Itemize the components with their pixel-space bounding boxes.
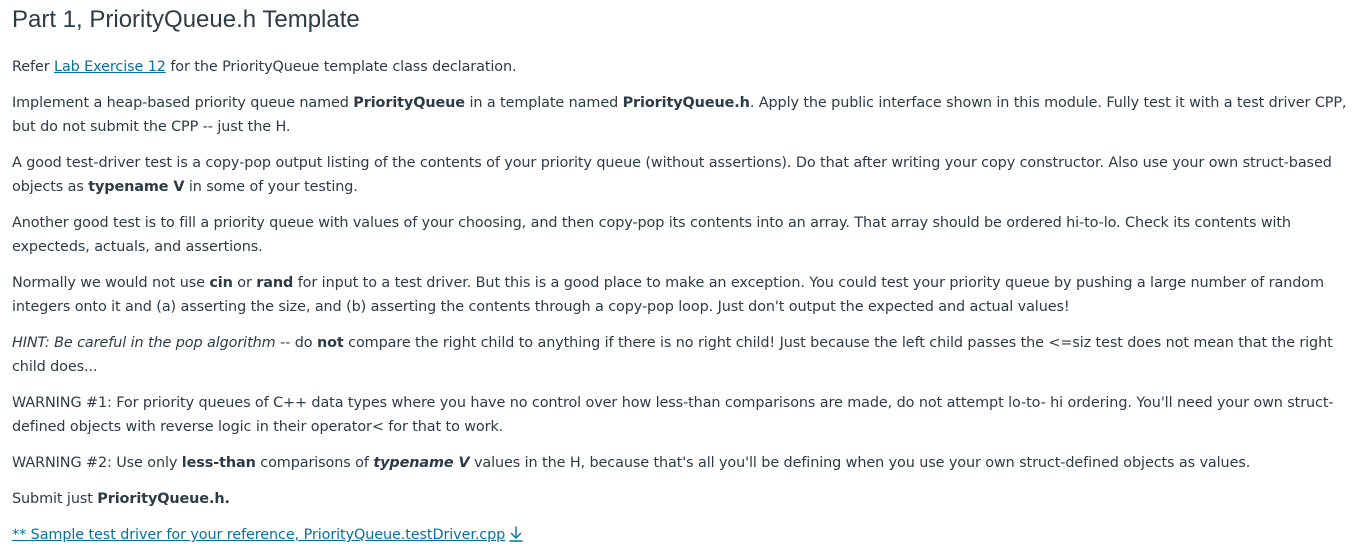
normally-bold-2: rand [256, 275, 294, 291]
submit-paragraph [12, 487, 1351, 511]
warning-1-text: WARNING #1: For priority queues of C++ data types where you have no control over how less-than comparisons are made, do not attempt lo-to- hi ordering. You'll need your own struct-defined objects with reverse logic in their operator< for that to work. [12, 395, 1334, 435]
good-test-text-2: in some of your testing. [184, 179, 358, 195]
lab-exercise-link[interactable]: Lab Exercise 12 [54, 59, 166, 75]
sample-driver-link[interactable] [12, 527, 505, 543]
assignment-page [0, 6, 1363, 550]
implement-paragraph [12, 91, 1351, 139]
good-test-bold-1: typename V [88, 179, 185, 195]
implement-bold-2: PriorityQueue.h [622, 95, 750, 111]
good-test-paragraph [12, 151, 1351, 199]
refer-text-pre: Refer [12, 59, 55, 75]
refer-text-post: for the PriorityQueue template class declaration. [165, 59, 517, 75]
hint-text-1: -- do [275, 335, 317, 351]
refer-paragraph [12, 55, 1351, 79]
normally-text-1: Normally we would not use [12, 275, 210, 291]
sample-paragraph [12, 523, 1351, 550]
implement-bold-1: PriorityQueue [353, 95, 465, 111]
submit-bold: PriorityQueue.h. [97, 491, 230, 507]
good-test-text-1: A good test-driver test is a copy-pop output listing of the contents of your priority queue (without assertions). Do that after writing your copy constructor. Also use your own struct-based objects as [12, 155, 1332, 195]
normally-paragraph [12, 271, 1351, 319]
normally-text-2: or [232, 275, 257, 291]
sample-driver-link-text: ** Sample test driver for your reference, PriorityQueue.testDriver.cpp [12, 527, 506, 543]
warning-2-bold: less-than [181, 455, 256, 471]
page-title: Part 1, PriorityQueue.h Template [12, 6, 360, 33]
another-test-paragraph [12, 211, 1351, 259]
warning-2-paragraph [12, 451, 1351, 475]
hint-bold: not [316, 335, 344, 351]
hint-paragraph [12, 331, 1351, 379]
implement-text-2: in a template named [464, 95, 623, 111]
warning-2-text-3: values in the H, because that's all you'll be defining when you use your own struct-defined objects as values. [469, 455, 1251, 471]
warning-1-paragraph [12, 391, 1351, 439]
normally-bold-1: cin [209, 275, 233, 291]
warning-2-text-1: WARNING #2: Use only [12, 455, 182, 471]
warning-2-bold-italic: typename V [373, 455, 470, 471]
normally-text-3: for input to a test driver. But this is a good place to make an exception. You could test your priority queue by pushing a large number of random integers onto it and (a) asserting the size, and (b) asserting the contents through a copy-pop loop. Just don't output the expected and actual values! [12, 275, 1324, 315]
submit-text: Submit just [12, 491, 98, 507]
hint-italic: HINT: Be careful in the pop algorithm [12, 335, 276, 351]
download-icon[interactable] [509, 526, 523, 550]
another-test-text: Another good test is to fill a priority queue with values of your choosing, and then copy-pop its contents into an array. That array should be ordered hi-to-lo. Check its contents with expecteds, actuals, and assertions. [12, 215, 1291, 255]
hint-text-2: compare the right child to anything if there is no right child! Just because the left child passes the <=siz test does not mean that the right child does... [12, 335, 1333, 375]
warning-2-text-2: comparisons of [255, 455, 374, 471]
implement-text-3: . Apply the public interface shown in this module. Fully test it with a test driver CPP, but do not submit the CPP -- just the H. [12, 95, 1347, 135]
implement-text-1: Implement a heap-based priority queue named [12, 95, 354, 111]
